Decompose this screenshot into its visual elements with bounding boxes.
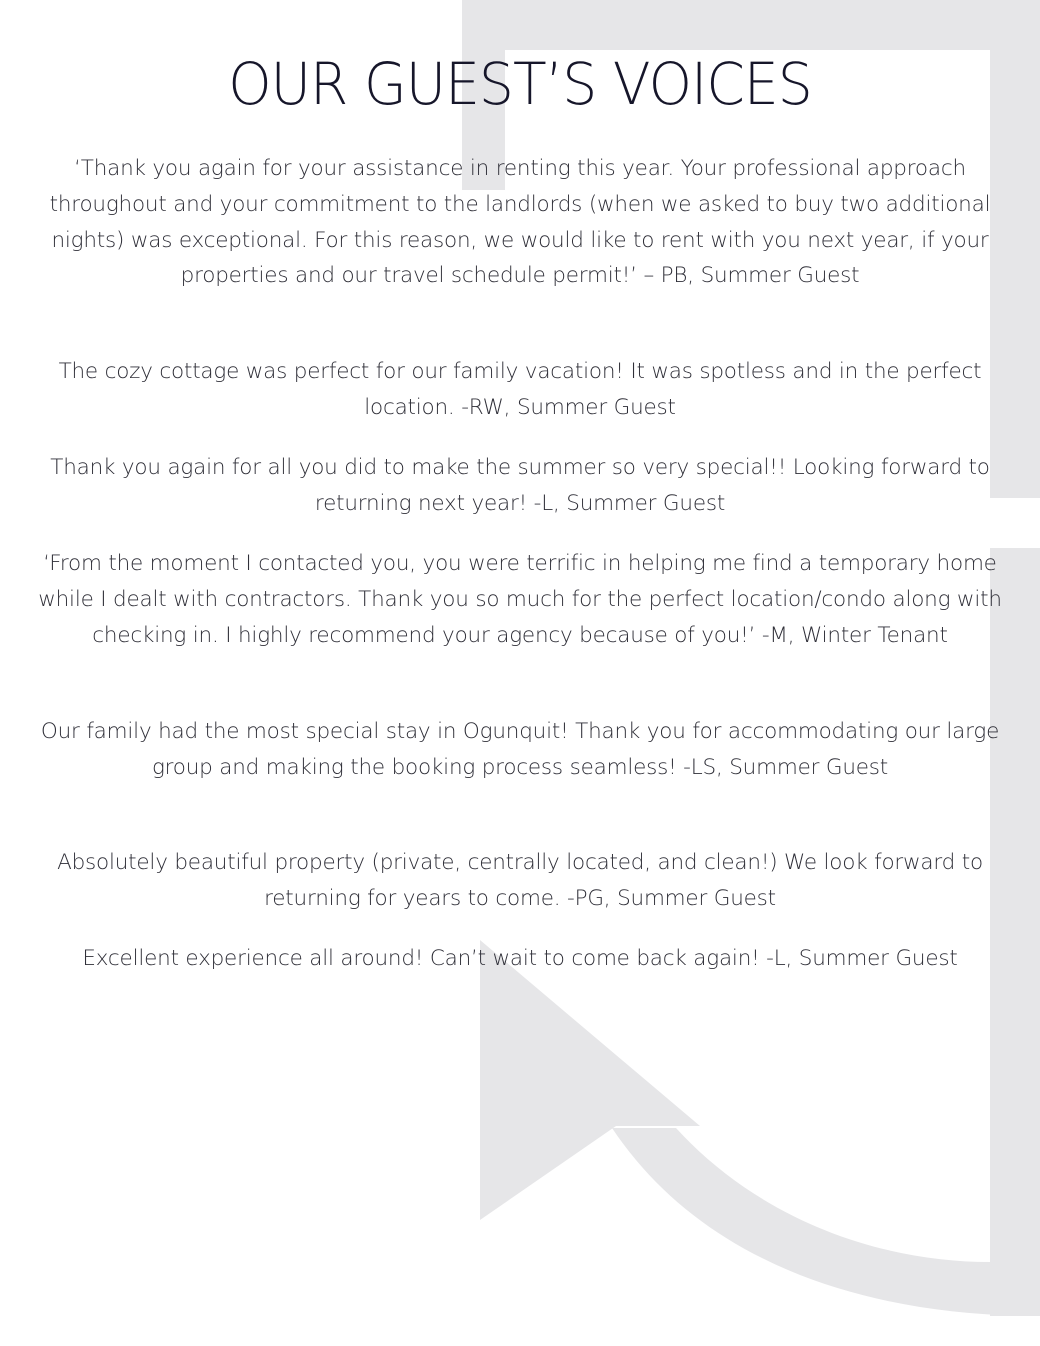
testimonial-pg: Absolutely beautiful property (private, centrally located, and clean!) We look forward to returning for years to come. -PG, Summer Guest	[57, 850, 983, 911]
testimonial-ls: Our family had the most special stay in Ogunquit! Thank you for accommodating our large group and making the booking process seamless! -LS, Summer Guest	[40, 719, 1000, 780]
testimonial-l-1: Thank you again for all you did to make the summer so very special!! Looking forward to returning next year! -L, Summer Guest	[50, 455, 990, 516]
page-title: OUR GUEST’S VOICES	[228, 50, 812, 118]
testimonial-pb: ‘Thank you again for your assistance in renting this year. Your professional approach throughout and your commitment to the landlords (when we asked to buy two additional nights) was exceptional. For this reason, we would like to rent with you next year, if your properties and our travel schedule permit!’ – PB, Summer Guest	[49, 156, 991, 289]
testimonial-l-2: Excellent experience all around! Can’t wait to come back again! -L, Summer Guest	[82, 946, 958, 971]
testimonial-m: ‘From the moment I contacted you, you were terrific in helping me find a temporary home while I dealt with contractors. Thank you so much for the perfect location/condo along with checking in. I highly recommend your agency because of you!’ -M, Winter Tenant	[38, 551, 1002, 648]
testimonial-rw: The cozy cottage was perfect for our family vacation! It was spotless and in the perfect location. -RW, Summer Guest	[58, 359, 982, 420]
